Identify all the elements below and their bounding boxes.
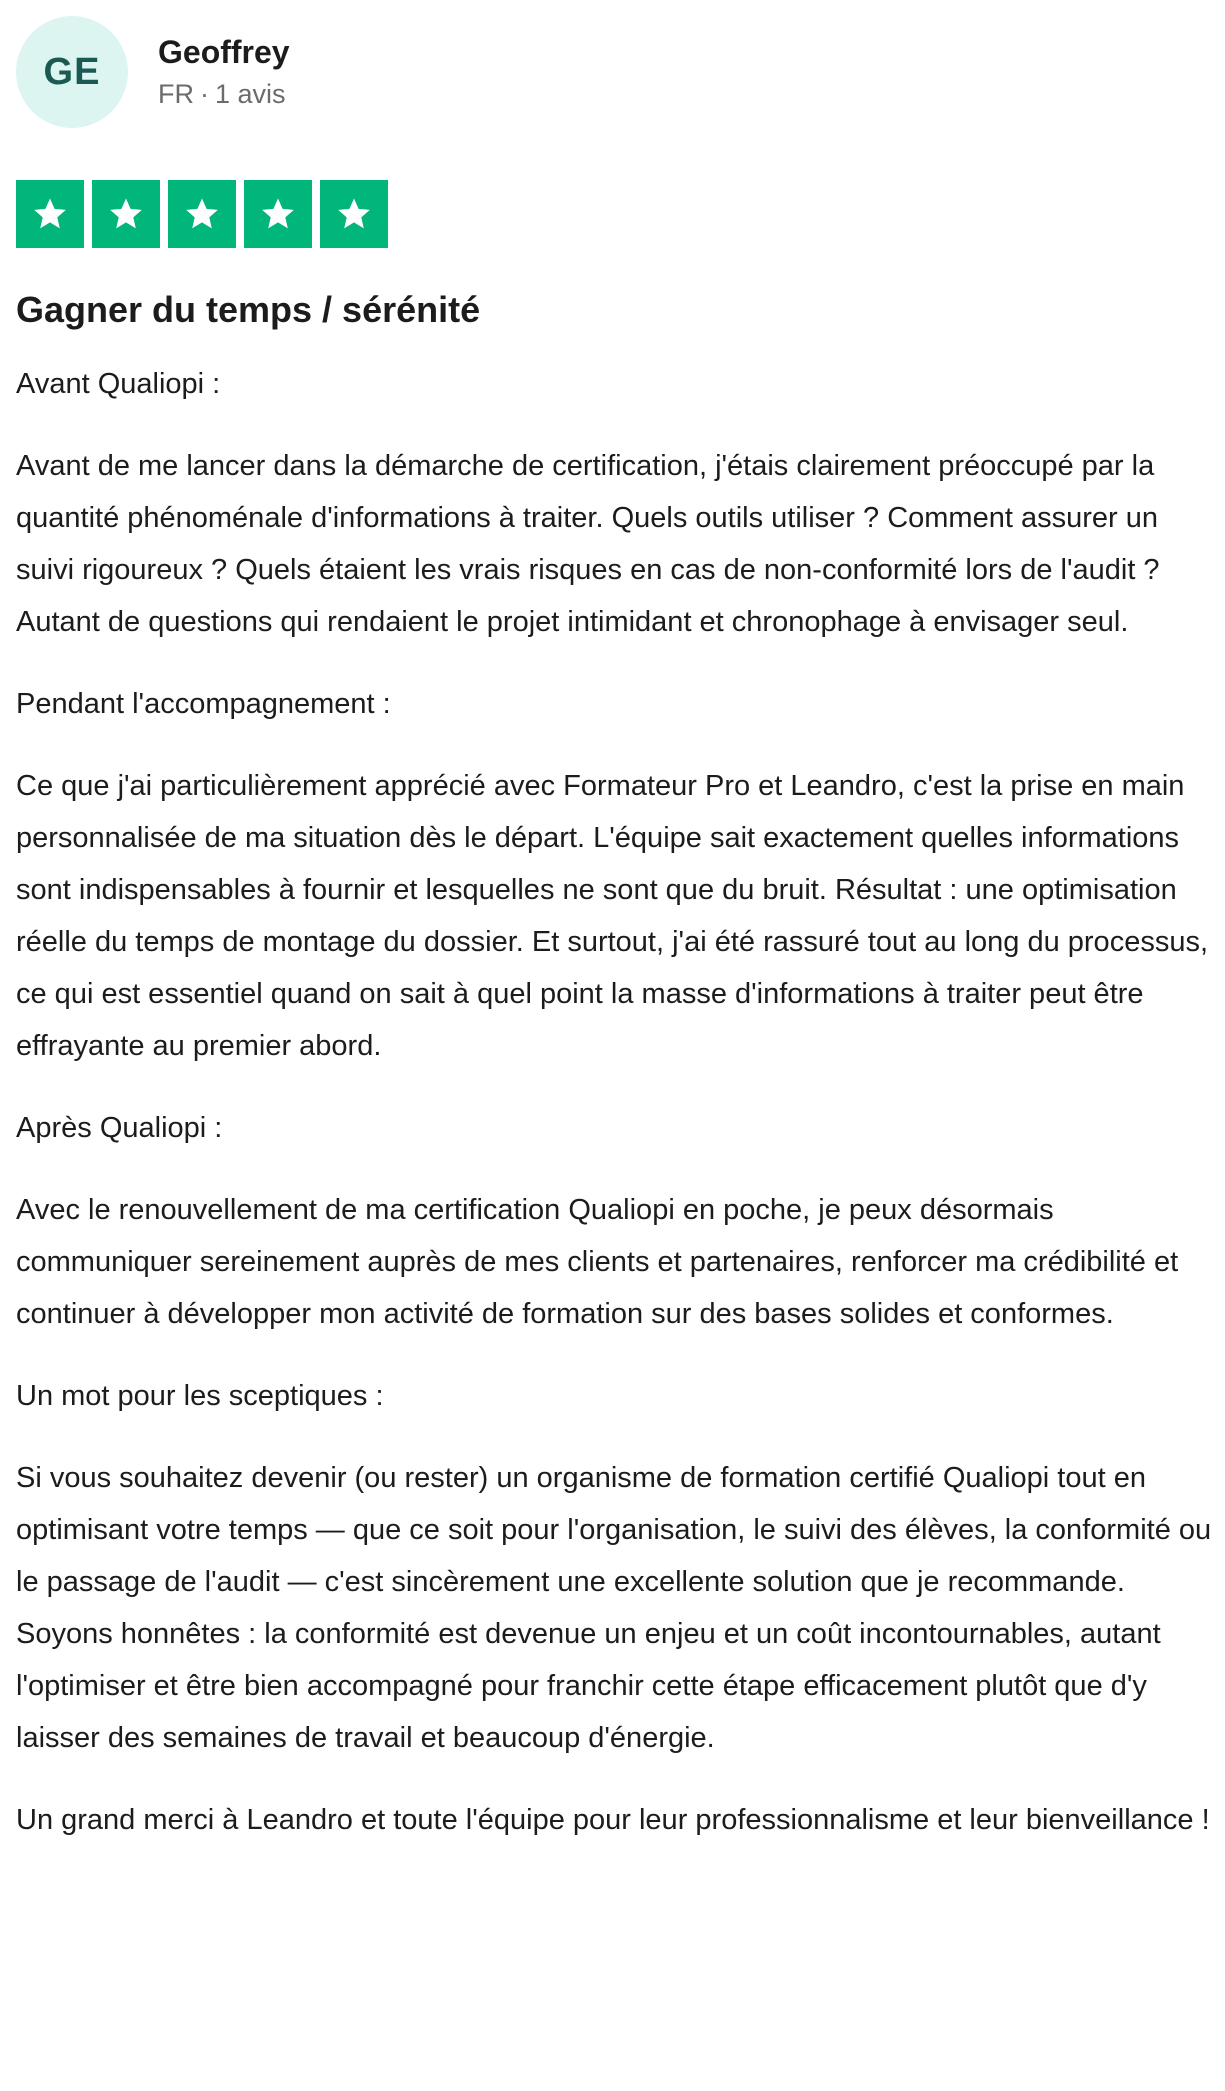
review-paragraph: Si vous souhaitez devenir (ou rester) un organisme de formation certifié Qualiopi tout en optimisant votre temps — que ce soit pour l'organisation, le suivi des élèves, la conformité ou le passage de l'audit — c'est sincèrement une excellente solution que je recommande. Soyons honnêtes : la conformité est devenue un enjeu et un coût incontournables, autant l'optimiser et être bien accompagné pour franchir cette étape efficacement plutôt que d'y laisser des semaines de travail et beaucoup d'énergie. bbox=[16, 1462, 1212, 1754]
review-paragraph: Avant Qualiopi : bbox=[16, 368, 221, 400]
review-title[interactable]: Gagner du temps / sérénité bbox=[16, 289, 481, 330]
star-icon bbox=[16, 180, 84, 248]
meta-separator: · bbox=[200, 79, 209, 109]
reviewer-info bbox=[158, 32, 290, 112]
star-rating bbox=[16, 180, 1225, 248]
review-body bbox=[16, 358, 1216, 1846]
review-paragraph: Avec le renouvellement de ma certification Qualiopi en poche, je peux désormais communiquer sereinement auprès de mes clients et partenaires, renforcer ma crédibilité et continuer à développer mon activité de formation sur des bases solides et conformes. bbox=[16, 1194, 1179, 1330]
star-icon bbox=[320, 180, 388, 248]
review-paragraph: Pendant l'accompagnement : bbox=[16, 688, 391, 720]
star-icon bbox=[92, 180, 160, 248]
reviewer-country: FR bbox=[158, 79, 194, 109]
review-paragraph: Après Qualiopi : bbox=[16, 1112, 223, 1144]
review-paragraph: Ce que j'ai particulièrement apprécié avec Formateur Pro et Leandro, c'est la prise en main personnalisée de ma situation dès le départ. L'équipe sait exactement quelles informations sont indispensables à fournir et lesquelles ne sont que du bruit. Résultat : une optimisation réelle du temps de montage du dossier. Et surtout, j'ai été rassuré tout au long du processus, ce qui est essentiel quand on sait à quel point la masse d'informations à traiter peut être effrayante au premier abord. bbox=[16, 770, 1209, 1062]
avatar[interactable]: GE bbox=[16, 16, 128, 128]
reviewer-name[interactable]: Geoffrey bbox=[158, 34, 290, 70]
star-icon bbox=[244, 180, 312, 248]
star-icon bbox=[168, 180, 236, 248]
review-paragraph: Avant de me lancer dans la démarche de certification, j'étais clairement préoccupé par la quantité phénoménale d'informations à traiter. Quels outils utiliser ? Comment assurer un suivi rigoureux ? Quels étaient les vrais risques en cas de non-conformité lors de l'audit ? Autant de questions qui rendaient le projet intimidant et chronophage à envisager seul. bbox=[16, 450, 1160, 638]
review-paragraph: Un mot pour les sceptiques : bbox=[16, 1380, 384, 1412]
review-paragraph: Un grand merci à Leandro et toute l'équipe pour leur professionnalisme et leur bienveillance ! bbox=[16, 1804, 1210, 1836]
reviewer-meta bbox=[158, 76, 290, 112]
review-count: 1 avis bbox=[215, 79, 286, 109]
reviewer-header bbox=[16, 16, 1225, 128]
